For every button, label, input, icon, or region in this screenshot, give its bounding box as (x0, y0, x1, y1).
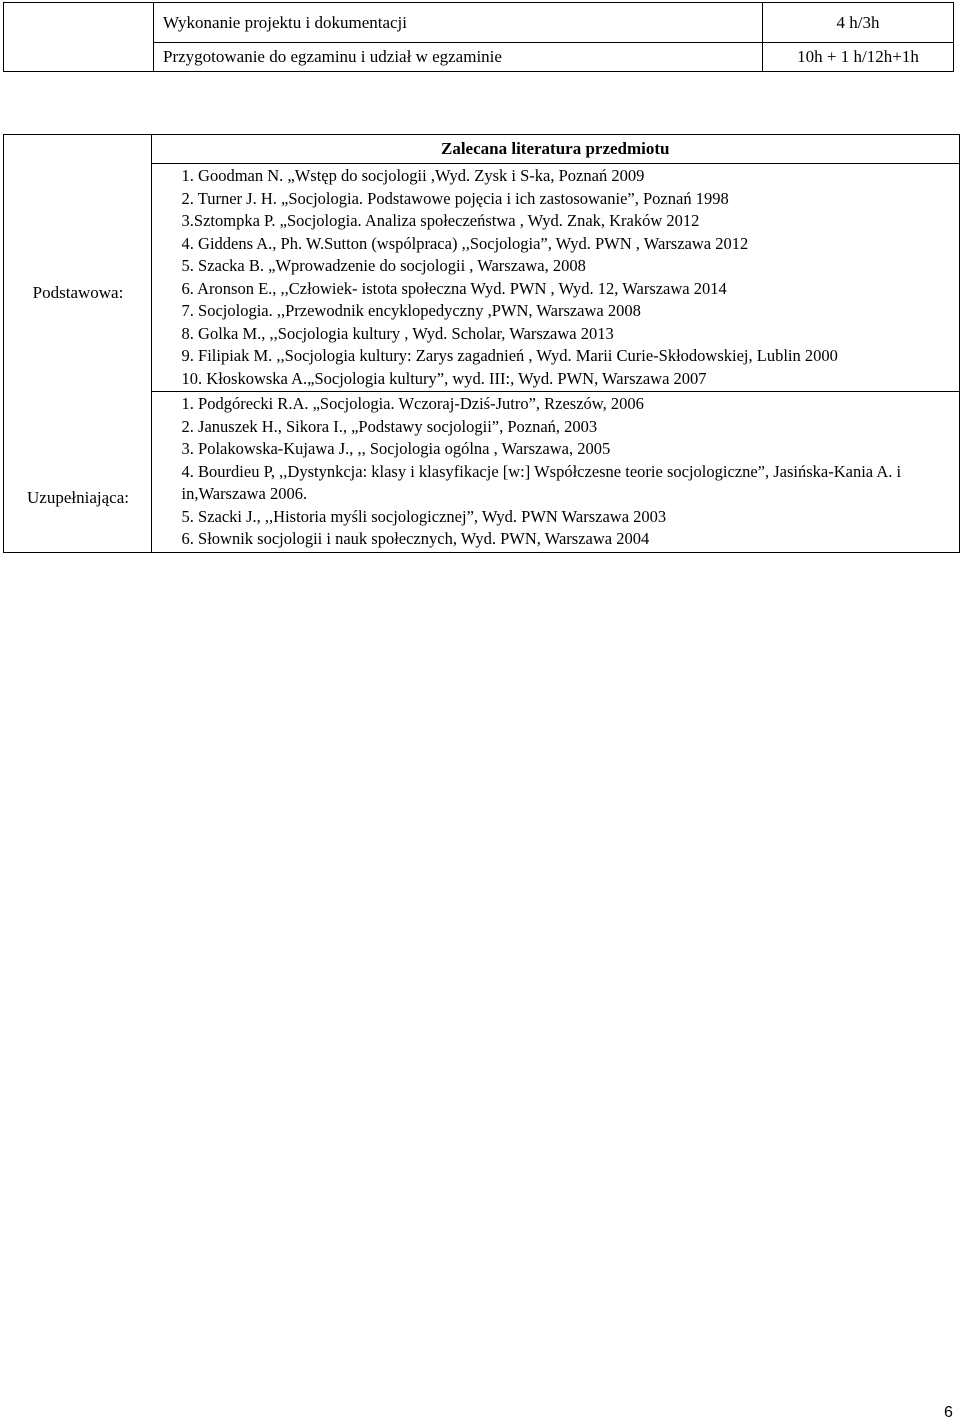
page-number: 6 (944, 1404, 953, 1421)
list-item: 5. Szacki J., ,,Historia myśli socjologicznej”, Wyd. PWN Warszawa 2003 (181, 506, 667, 526)
list-item: 2. Januszek H., Sikora I., „Podstawy socjologii”, Poznań, 2003 (181, 416, 598, 436)
basic-literature-label: Podstawowa: (32, 283, 124, 302)
list-item: 1. Podgórecki R.A. „Socjologia. Wczoraj-Dziś-Jutro”, Rzeszów, 2006 (181, 394, 644, 413)
table-row (4, 135, 960, 164)
list-item: 2. Turner J. H. „Socjologia. Podstawowe pojęcia i ich zastosowanie”, Poznań 1998 (181, 188, 729, 208)
hours-cell: 4 h/3h (763, 3, 954, 43)
literature-title: Zalecana literatura przedmiotu (151, 135, 959, 164)
list-item: 3. Polakowska-Kujawa J., ,, Socjologia ogólna , Warszawa, 2005 (181, 439, 611, 458)
list-item: 8. Golka M., ,,Socjologia kultury , Wyd. Scholar, Warszawa 2013 (181, 323, 614, 343)
hours-table (3, 2, 954, 72)
hours-cell: 10h + 1 h/12h+1h (763, 43, 954, 72)
list-item: 7. Socjologia. ,,Przewodnik encyklopedyczny ,PWN, Warszawa 2008 (181, 301, 641, 320)
activity-cell: Wykonanie projektu i dokumentacji (154, 3, 763, 43)
list-item: 9. Filipiak M. ,,Socjologia kultury: Zarys zagadnień , Wyd. Marii Curie-Skłodowskiej, Lublin 2000 (181, 346, 838, 365)
list-item: 6. Aronson E., ,,Człowiek- istota społeczna Wyd. PWN , Wyd. 12, Warszawa 2014 (181, 278, 727, 298)
list-item: 1. Goodman N. „Wstęp do socjologii ,Wyd. Zysk i S-ka, Poznań 2009 (181, 166, 645, 185)
empty-cell (4, 3, 154, 72)
activity-cell: Przygotowanie do egzaminu i udział w egzaminie (154, 43, 763, 72)
basic-literature-cell (151, 164, 959, 392)
supplementary-literature-label: Uzupełniająca: (27, 488, 129, 507)
table-row (4, 3, 954, 43)
list-item: 4. Bourdieu P, ,,Dystynkcja: klasy i klasyfikacje [w:] Współczesne teorie socjologiczne”, Jasińska-Kania A. i in,Warszawa 2006. (181, 461, 902, 503)
list-item: 5. Szacka B. „Wprowadzenie do socjologii , Warszawa, 2008 (181, 256, 586, 275)
list-item: 10. Kłoskowska A.„Socjologia kultury”, wyd. III:, Wyd. PWN, Warszawa 2007 (181, 368, 707, 388)
list-item: 3.Sztompka P. „Socjologia. Analiza społeczeństwa , Wyd. Znak, Kraków 2012 (181, 211, 700, 230)
supplementary-literature-cell (151, 392, 959, 553)
list-item: 6. Słownik socjologii i nauk społecznych, Wyd. PWN, Warszawa 2004 (181, 529, 650, 548)
list-item: 4. Giddens A., Ph. W.Sutton (wspólpraca) ,,Socjologia”, Wyd. PWN , Warszawa 2012 (181, 233, 749, 253)
